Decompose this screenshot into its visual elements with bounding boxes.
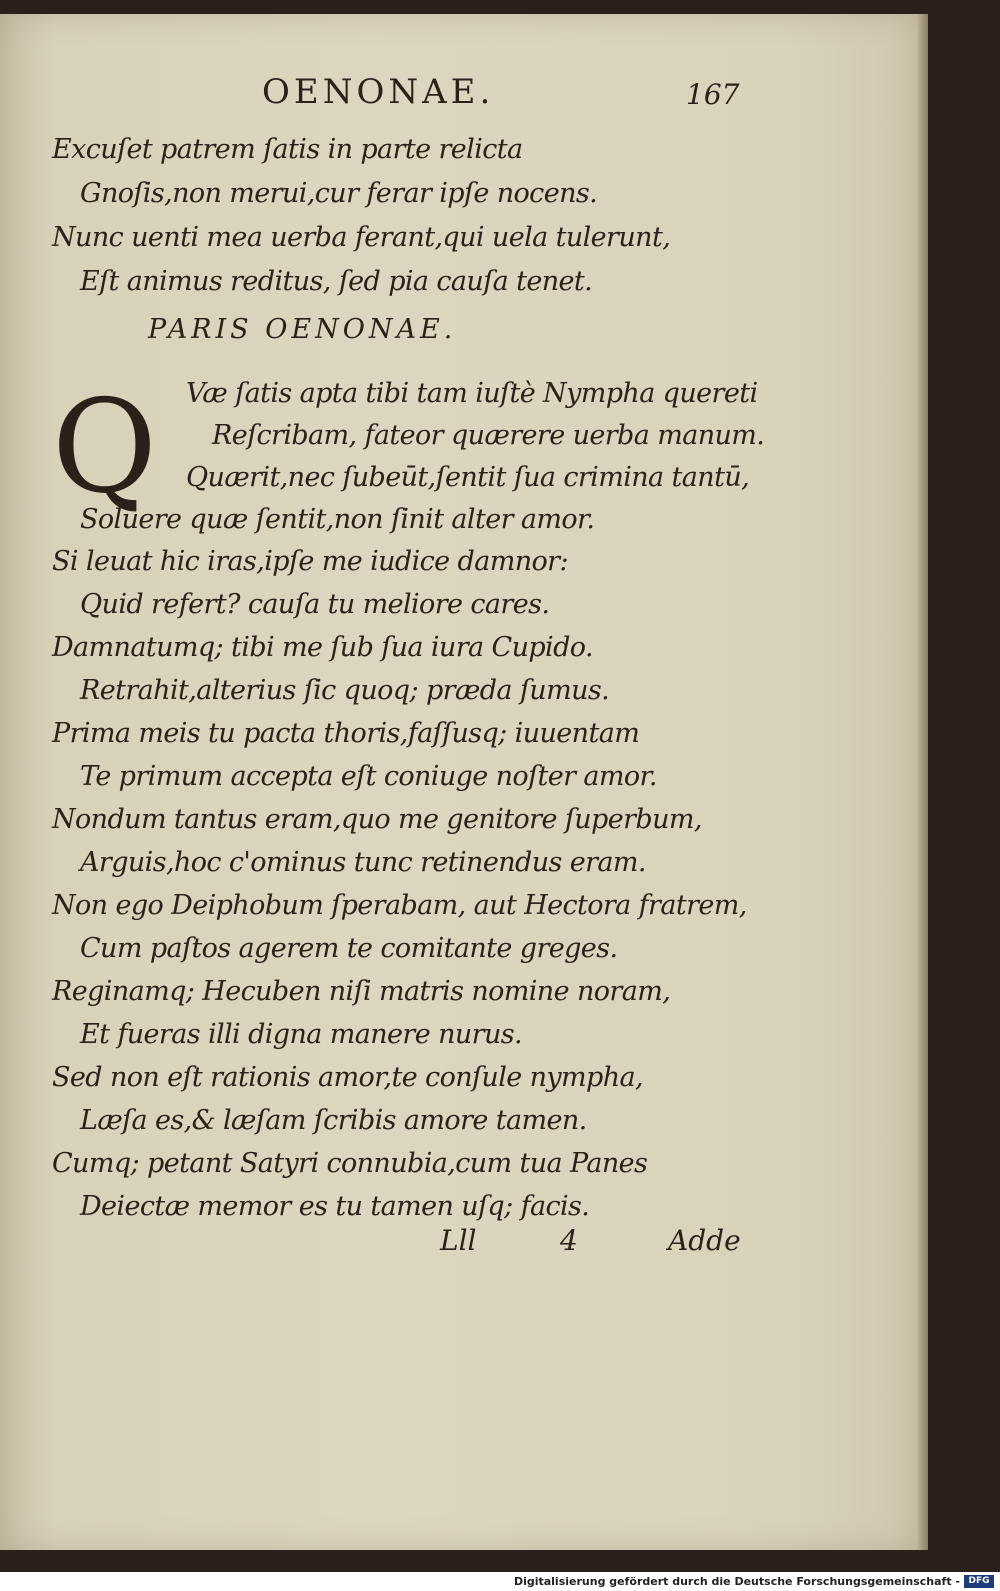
- drop-cap: Q: [52, 373, 157, 522]
- verse-line: Cum paſtos agerem te comitante greges.: [80, 933, 618, 964]
- verse-line: Reſcribam, fateor quærere uerba manum.: [212, 420, 765, 451]
- verse-line: Arguis,hoc c'ominus tunc retinendus eram.: [80, 847, 646, 878]
- catchword: Adde: [668, 1224, 741, 1257]
- verse-line: Nunc uenti mea uerba ferant,qui uela tulerunt,: [52, 222, 671, 253]
- running-title: OENONAE.: [262, 72, 495, 112]
- page-fore-edge: [918, 14, 928, 1550]
- verse-line: Cumq; petant Satyri connubia,cum tua Panes: [52, 1148, 648, 1179]
- verse-line: Sed non eſt rationis amor,te conſule nympha,: [52, 1062, 644, 1093]
- verse-line: Damnatumq; tibi me ſub ſua iura Cupido.: [52, 632, 593, 663]
- verse-line: Væ ſatis apta tibi tam iuſtè Nympha quereti: [186, 378, 758, 409]
- verse-line: Retrahit,alterius ſic quoq; præda ſumus.: [80, 675, 610, 706]
- section-title: PARIS OENONAE.: [148, 314, 457, 345]
- verse-line: Excuſet patrem ſatis in parte relicta: [52, 134, 523, 165]
- verse-line: Quid refert? cauſa tu meliore cares.: [80, 589, 550, 620]
- funding-credit: Digitalisierung gefördert durch die Deutsche Forschungsgemeinschaft -: [513, 1575, 960, 1588]
- verse-line: Læſa es,& læſam ſcribis amore tamen.: [80, 1105, 587, 1136]
- verse-line: Prima meis tu pacta thoris,faſſusq; iuuentam: [52, 718, 640, 749]
- verse-line: Reginamq; Hecuben niſi matris nomine noram,: [52, 976, 671, 1007]
- verse-line: Quærit,nec ſubeūt,ſentit ſua crimina tantū,: [186, 462, 750, 493]
- verse-line: Gnoſis,non merui,cur ferar ipſe nocens.: [80, 178, 598, 209]
- signature-number: 4: [560, 1224, 578, 1257]
- verse-line: Nondum tantus eram,quo me genitore ſuperbum,: [52, 804, 702, 835]
- dfg-logo-icon: DFG: [964, 1575, 994, 1588]
- signature-mark: Lll: [440, 1224, 477, 1257]
- verse-line: Deiectæ memor es tu tamen uſq; facis.: [80, 1191, 590, 1222]
- verse-line: Si leuat hic iras,ipſe me iudice damnor:: [52, 546, 568, 577]
- verse-line: Soluere quæ ſentit,non ſinit alter amor.: [80, 504, 595, 535]
- page-number: 167: [686, 78, 740, 111]
- verse-line: Non ego Deiphobum ſperabam, aut Hectora fratrem,: [52, 890, 747, 921]
- footer-bar: [0, 1572, 1000, 1591]
- verse-line: Et fueras illi digna manere nurus.: [80, 1019, 522, 1050]
- verse-line: Te primum accepta eſt coniuge noſter amor.: [80, 761, 657, 792]
- verse-line: Eſt animus reditus, ſed pia cauſa tenet.: [80, 266, 593, 297]
